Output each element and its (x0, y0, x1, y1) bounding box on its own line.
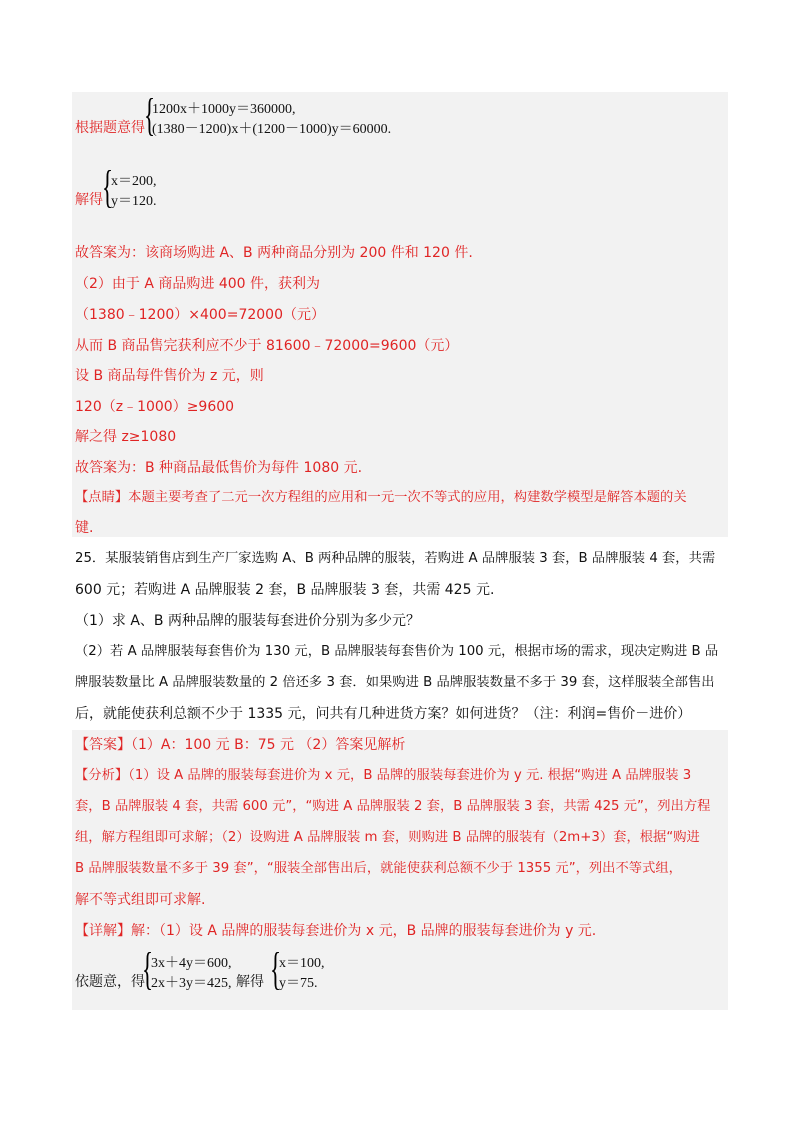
part2-line-4: 设 B 商品每件售价为 z 元，则 (75, 368, 264, 384)
brace-3: { (142, 943, 154, 994)
solve-intro: 解得 (75, 192, 103, 208)
system-eq-2: (1380－1200)x＋(1200－1000)y＝60000. (152, 122, 392, 137)
problem25-q1: （1）求 A、B 两种品牌的服装每套进价分别为多少元？ (75, 613, 420, 629)
problem25-q2-line-3: 后，就能使获利总额不少于 1335 元，问共有几种进货方案？如何进货？（注：利润=售价－进价） (75, 706, 692, 722)
problem25-q2-line-1: （2）若 A 品牌服装每套售价为 130 元，B 品牌服装每套售价为 100 元，根据市场的需求，现决定购进 B 品 (75, 644, 719, 659)
problem25-q2-line-2: 牌服装数量比 A 品牌服装数量的 2 倍还多 3 套．如果购进 B 品牌服装数量不多于 39 套，这样服装全部售出 (75, 675, 715, 690)
solution-x: x＝200, (111, 174, 157, 189)
answer-text-1: 故答案为：该商场购进 A、B 两种商品分别为 200 件和 120 件. (75, 245, 473, 261)
part2-line-2: （1380﹣1200）×400=72000（元） (75, 307, 325, 323)
analysis-line-2: 套，B 品牌服装 4 套，共需 600 元”，“购进 A 品牌服装 2 套，B 品牌服装 3 套，共需 425 元”，列出方程 (75, 799, 711, 814)
analysis-line-1: 【分析】（1）设 A 品牌的服装每套进价为 x 元，B 品牌的服装每套进价为 y 元. 根据“购进 A 品牌服装 3 (75, 768, 692, 783)
solution25-answer: 【答案】（1）A：100 元 B：75 元 （2）答案见解析 (75, 737, 406, 753)
system25-sol-x: x＝100, (279, 956, 325, 971)
part2-line-1: （2）由于 A 商品购进 400 件，获利为 (75, 276, 321, 292)
comment-line-2: 键. (75, 520, 94, 536)
comment-line-1: 【点睛】本题主要考查了二元一次方程组的应用和一元一次不等式的应用，构建数学模型是解答本题的关 (75, 490, 687, 505)
analysis-line-3: 组，解方程组即可求解；（2）设购进 A 品牌服装 m 套，则购进 B 品牌的服装有（2m+3）套，根据“购进 (75, 830, 700, 845)
analysis-line-5: 解不等式组即可求解. (75, 892, 206, 908)
problem25-line-2: 600 元；若购进 A 品牌服装 2 套，B 品牌服装 3 套，共需 425 元. (75, 582, 495, 598)
system25-solve-intro: 解得 (236, 974, 264, 990)
part2-line-6: 解之得 z≥1080 (75, 429, 177, 445)
brace-4: { (270, 943, 282, 994)
analysis-line-4: B 品牌服装数量不多于 39 套”，“服装全部售出后，就能使获利总额不少于 1355 元”，列出不等式组， (75, 861, 682, 876)
system-eq-1: 1200x＋1000y＝360000, (152, 102, 296, 117)
brace-2: { (102, 161, 114, 212)
system-intro: 根据题意得 (75, 120, 145, 136)
part2-line-5: 120（z﹣1000）≥9600 (75, 399, 235, 415)
system25-eq-2: 2x＋3y＝425, (151, 976, 232, 991)
detail-line-1: 【详解】解：（1）设 A 品牌的服装每套进价为 x 元，B 品牌的服装每套进价为 y 元. (75, 923, 597, 939)
solution-y: y＝120. (111, 194, 157, 209)
brace-1: { (144, 89, 156, 140)
part2-line-3: 从而 B 商品售完获利应不少于 81600﹣72000=9600（元） (75, 338, 459, 354)
system25-eq-1: 3x＋4y＝600, (151, 956, 232, 971)
problem25-line-1: 25．某服装销售店到生产厂家选购 A、B 两种品牌的服装，若购进 A 品牌服装 3 套，B 品牌服装 4 套，共需 (75, 551, 716, 566)
system25-sol-y: y＝75. (279, 976, 318, 991)
answer-text-2: 故答案为：B 种商品最低售价为每件 1080 元. (75, 460, 363, 476)
detail-intro: 依题意，得 (75, 974, 145, 990)
